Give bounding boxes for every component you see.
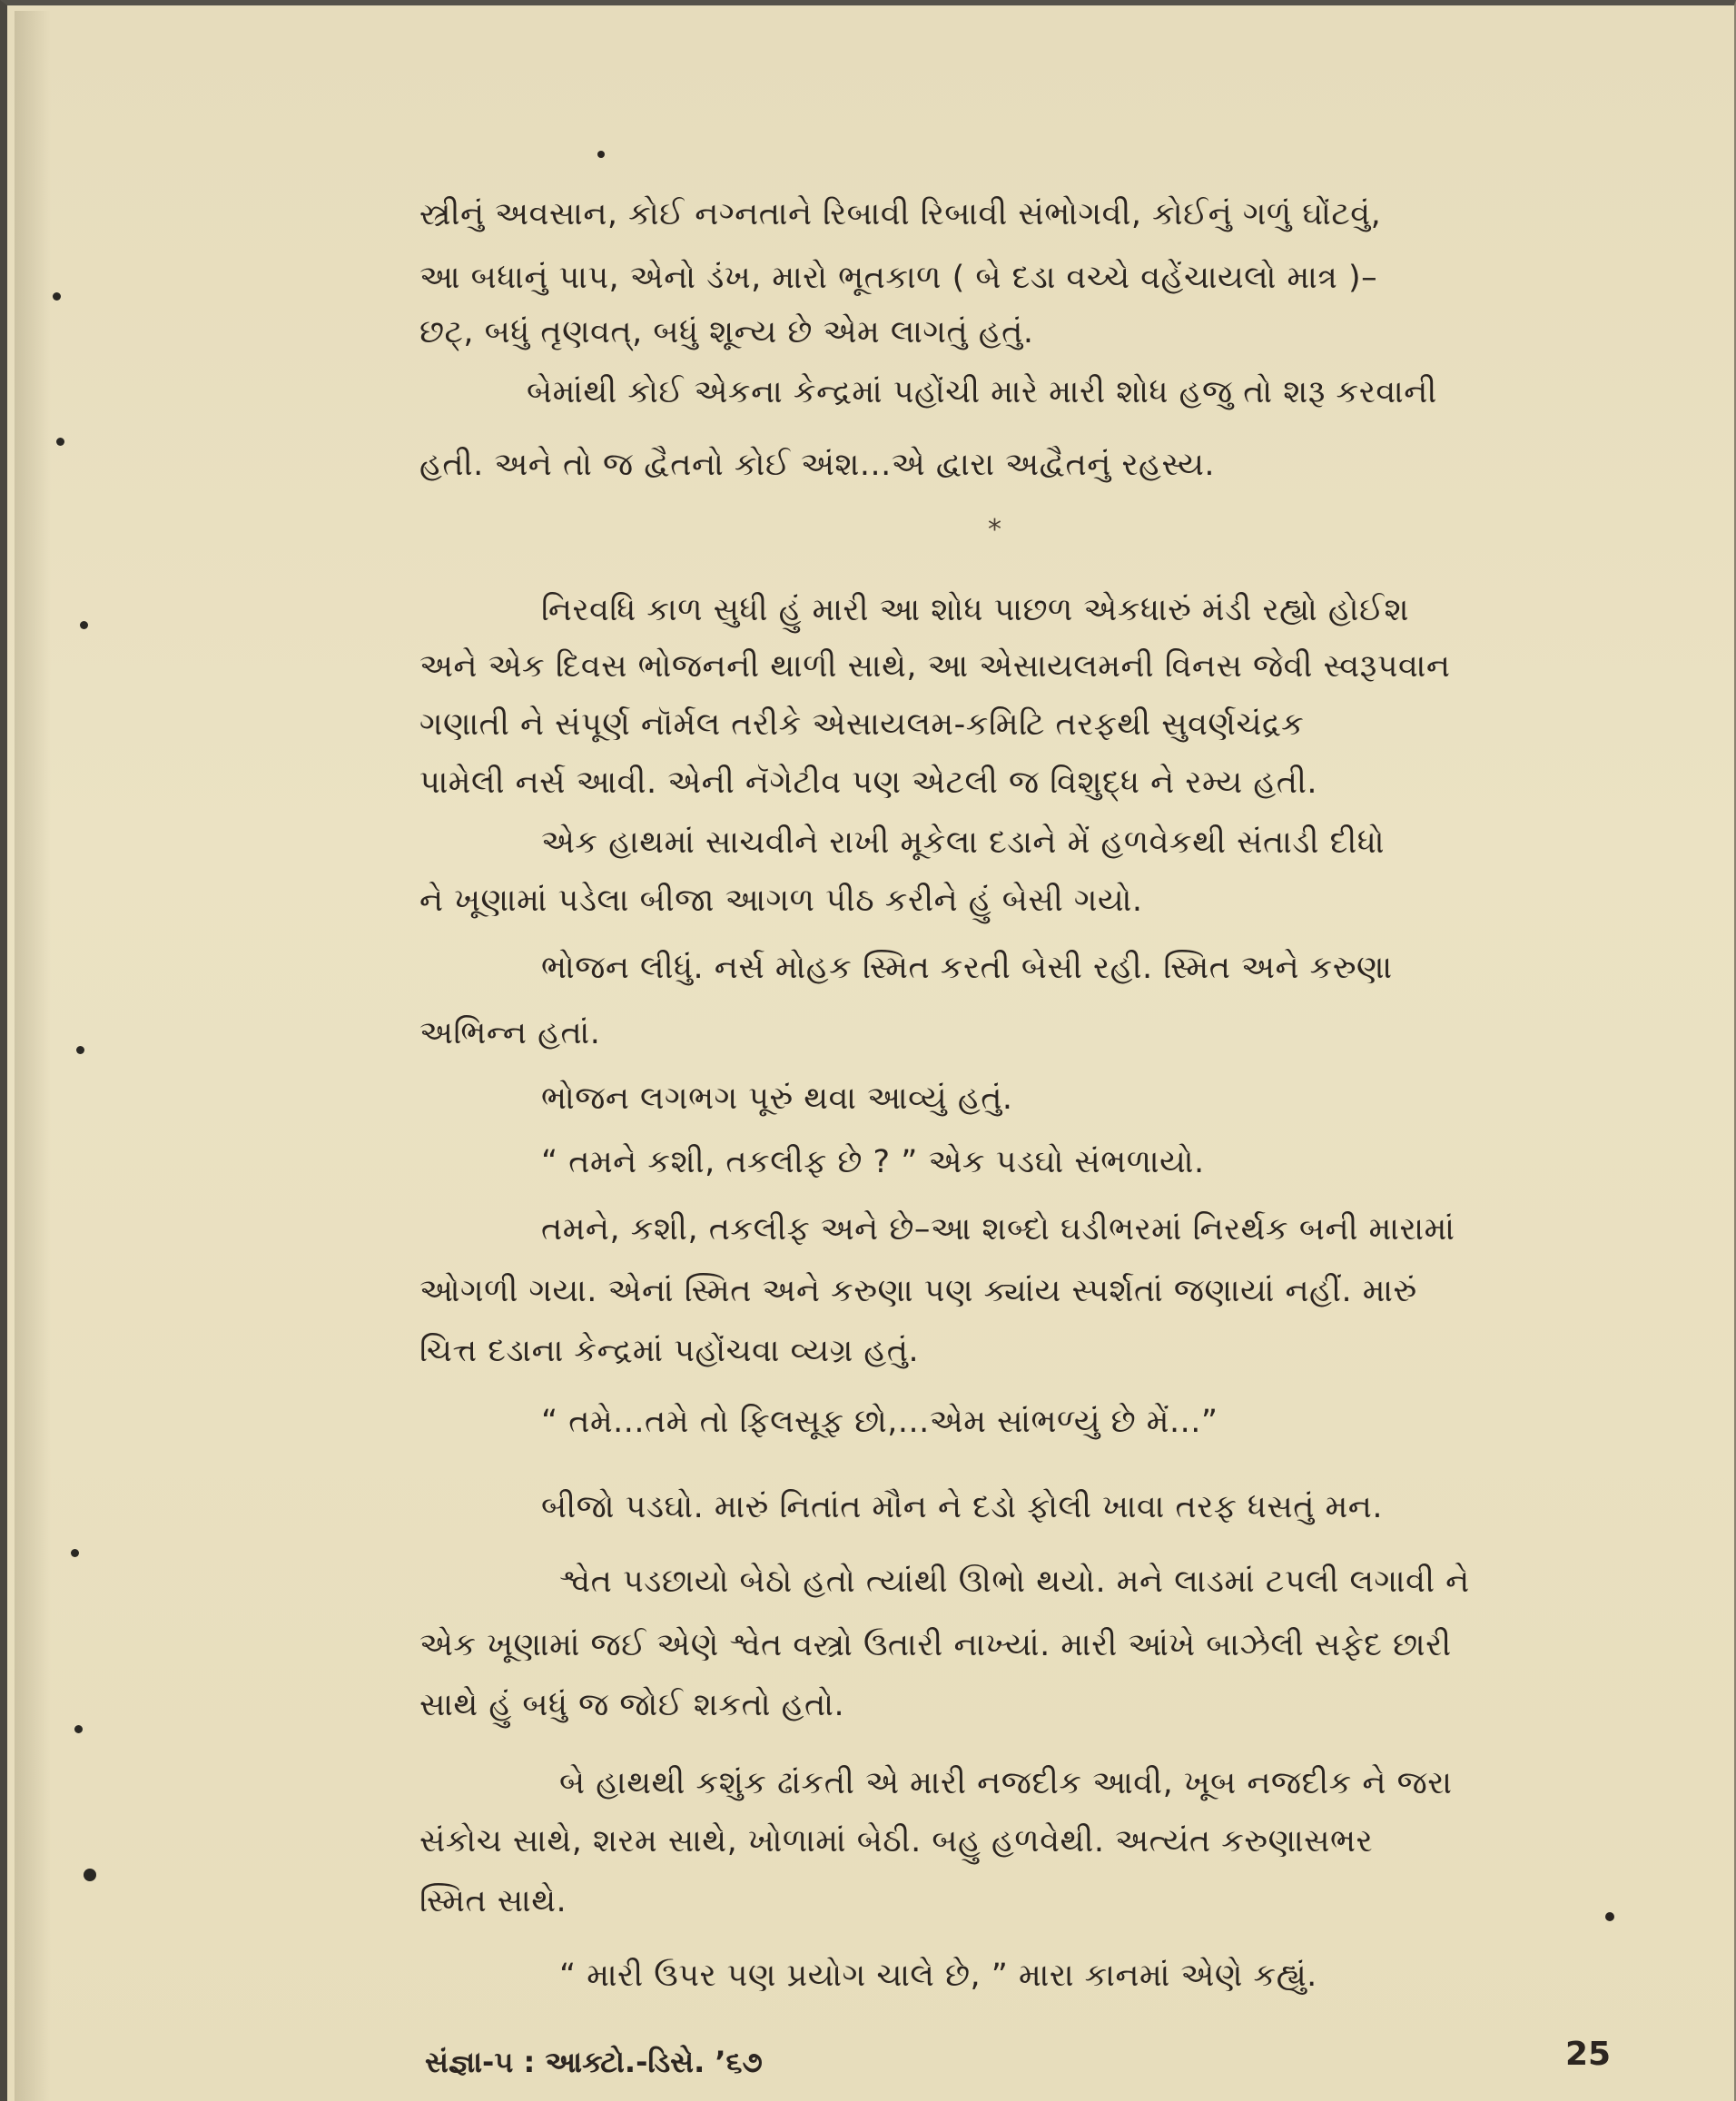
text-line: “ મારી ઉપર પણ પ્રયોગ ચાલે છે, ” મારા કાનમાં એણે કહ્યું. [559,1958,1317,1994]
text-line: શ્વેત પડછાયો બેઠો હતો ત્યાંથી ઊભો થયો. મને લાડમાં ટપલી લગાવી ને [559,1563,1470,1600]
text-line: પામેલી નર્સ આવી. એની નૅગેટીવ પણ એટલી જ વિશુદ્ધ ને રમ્ય હતી. [419,764,1318,801]
text-line: ભોજન લગભગ પૂરું થવા આવ્યું હતું. [541,1080,1013,1117]
text-line: સ્મિત સાથે. [419,1883,567,1919]
binding-hole [71,1549,79,1557]
ink-dot [1605,1912,1614,1921]
text-line: ઓગળી ગયા. એનાં સ્મિત અને કરુણા પણ ક્યાંય સ્પર્શતાં જણાયાં નહીં. મારું [419,1273,1417,1309]
binding-shadow [15,11,51,2101]
text-line: સંકોચ સાથે, શરમ સાથે, ખોળામાં બેઠી. બહુ હળવેથી. અત્યંત કરુણાસભર [419,1823,1374,1859]
text-line: તમને, કશી, તકલીફ અને છે–આ શબ્દો ઘડીભરમાં નિરર્થક બની મારામાં [541,1211,1455,1248]
binding-hole [84,1869,96,1881]
text-line: હતી. અને તો જ દ્વૈતનો કોઈ અંશ...એ દ્વારા અદ્વૈતનું રહસ્ય. [419,447,1216,483]
text-line: સાથે હું બધું જ જોઈ શકતો હતો. [419,1687,845,1723]
text-line: અભિન્ન હતાં. [419,1015,601,1051]
text-line: એક ખૂણામાં જઈ એણે શ્વેત વસ્ત્રો ઉતારી નાખ્યાં. મારી આંખે બાઝેલી સફેદ છારી [419,1627,1452,1663]
text-line: છટ્, બધું તૃણવત્, બધું શૂન્ય છે એમ લાગતું હતું. [419,314,1034,350]
text-line: “ તમે...તમે તો ફિલસૂફ છો,...એમ સાંભળ્યું છે મેં...” [541,1404,1218,1440]
binding-hole [80,621,88,629]
text-line: એક હાથમાં સાચવીને રાખી મૂકેલા દડાને મેં હળવેકથી સંતાડી દીધો [541,824,1385,861]
text-line: નિરવધિ કાળ સુધી હું મારી આ શોધ પાછળ એકધારું મંડી રહ્યો હોઈશ [541,592,1410,628]
text-line: ભોજન લીધું. નર્સ મોહક સ્મિત કરતી બેસી રહી. સ્મિત અને કરુણા [541,950,1393,986]
journal-footer: સંજ્ઞા-૫ : આક્ટો.-ડિસે. ’૬૭ [425,2045,763,2079]
text-line: બીજો પડઘો. મારું નિતાંત મૌન ને દડો ફોલી ખાવા તરફ ધસતું મન. [541,1489,1384,1525]
text-line: અને એક દિવસ ભોજનની થાળી સાથે, આ એસાયલમની વિનસ જેવી સ્વરૂપવાન [419,648,1451,685]
text-line: ગણાતી ને સંપૂર્ણ નૉર્મલ તરીકે એસાયલમ-કમિટિ તરફથી સુવર્ણચંદ્રક [419,706,1305,743]
text-line: “ તમને કશી, તકલીફ છે ? ” એક પડઘો સંભળાયો. [541,1144,1205,1180]
binding-hole [76,1046,84,1054]
text-line: સ્ત્રીનું અવસાન, કોઈ નગ્નતાને રિબાવી રિબાવી સંભોગવી, કોઈનું ગળું ઘોંટવું, [419,196,1382,232]
text-line: ચિત્ત દડાના કેન્દ્રમાં પહોંચવા વ્યગ્ર હતું. [419,1333,920,1369]
section-separator: * [988,514,1001,546]
ink-dot [597,151,605,158]
page-number: 25 [1565,2036,1612,2073]
binding-hole [53,292,61,301]
binding-hole [74,1725,83,1733]
binding-hole [56,438,64,446]
text-line: ને ખૂણામાં પડેલા બીજા આગળ પીઠ કરીને હું બેસી ગયો. [419,883,1143,919]
text-line: બે હાથથી કશુંક ઢાંકતી એ મારી નજદીક આવી, ખૂબ નજદીક ને જરા [559,1765,1453,1801]
text-line: બેમાંથી કોઈ એકના કેન્દ્રમાં પહોંચી મારે મારી શોધ હજુ તો શરૂ કરવાની [527,374,1437,410]
text-line: આ બધાનું પાપ, એનો ડંખ, મારો ભૂતકાળ ( બે દડા વચ્ચે વહેંચાયલો માત્ર )– [419,260,1378,296]
